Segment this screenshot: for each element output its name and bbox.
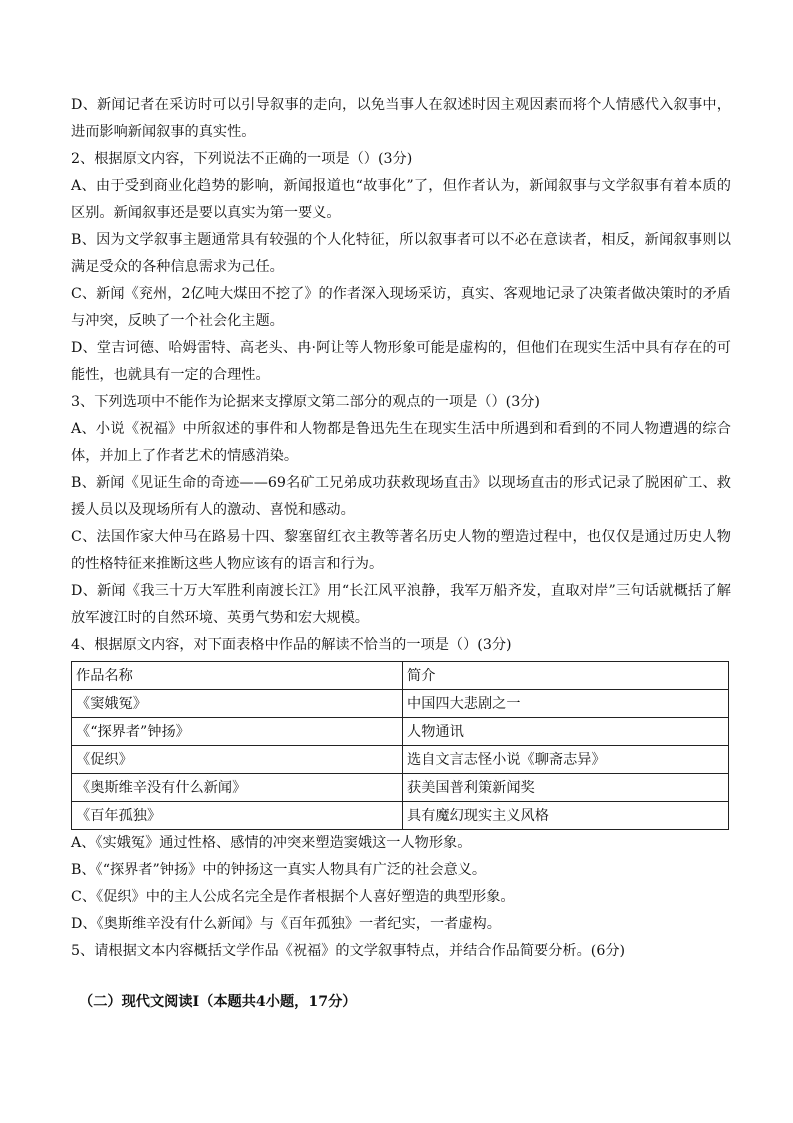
table-header-cell: 作品名称 [72, 662, 403, 690]
table-cell: 《“探界者”钟扬》 [72, 718, 403, 746]
table-cell: 具有魔幻现实主义风格 [403, 802, 729, 830]
q3-option-a: A、小说《祝福》中所叙述的事件和人物都是鲁迅先生在现实生活中所遇到和看到的不同人物遭遇的综合体，并加上了作者艺术的情感消染。 [71, 421, 731, 464]
table-header-row [72, 662, 729, 690]
q2-option-d: D、堂吉诃德、哈姆雷特、高老头、冉·阿让等人物形象可能是虚构的，但他们在现实生活中具有存在的可能性，也就具有一定的合理性。 [71, 340, 731, 383]
q2-option-b: B、因为文学叙事主题通常具有较强的个人化特征，所以叙事者可以不必在意读者，相反，新闻叙事则以满足受众的各种信息需求为己任。 [71, 232, 731, 275]
q4-option-d: D、《奥斯维辛没有什么新闻》与《百年孤独》一者纪实，一者虚构。 [71, 916, 501, 932]
q4-option-c: C、《促织》中的主人公成名完全是作者根据个人喜好塑造的典型形象。 [71, 889, 515, 905]
table-cell: 《百年孤独》 [72, 802, 403, 830]
q2-stem: 2、根据原文内容，下列说法不正确的一项是（）(3分) [71, 151, 413, 167]
q4-option-a: A、《实娥冤》通过性格、感情的冲突来塑造窦娥这一人物形象。 [71, 835, 472, 851]
q5-stem: 5、请根据文本内容概括文学作品《祝福》的文学叙事特点，并结合作品简要分析。(6分) [71, 943, 626, 959]
q3-option-c: C、法国作家大仲马在路易十四、黎塞留红衣主教等著名历史人物的塑造过程中，也仅仅是通过历史人物的性格特征来推断这些人物应该有的语言和行为。 [71, 529, 731, 572]
table-cell: 获美国普利策新闻奖 [403, 774, 729, 802]
section-title: （二）现代文阅读Ⅰ（本题共4小题，17分） [79, 994, 357, 1010]
table-cell: 选自文言志怪小说《聊斋志异》 [403, 746, 729, 774]
table-cell: 《奥斯维辛没有什么新闻》 [72, 774, 403, 802]
works-table [71, 661, 729, 830]
table-cell: 《促织》 [72, 746, 403, 774]
table-row [72, 690, 729, 718]
table-cell: 中国四大悲剧之一 [403, 690, 729, 718]
table-cell: 《窦娥冤》 [72, 690, 403, 718]
table-cell: 人物通讯 [403, 718, 729, 746]
q3-option-b: B、新闻《见证生命的奇迹——69名矿工兄弟成功获救现场直击》以现场直击的形式记录了脱困矿工、救援人员以及现场所有人的激动、喜悦和感动。 [71, 475, 731, 518]
table-row [72, 718, 729, 746]
q3-stem: 3、下列选项中不能作为论据来支撑原文第二部分的观点的一项是（）(3分) [71, 394, 540, 410]
q4-option-b: B、《“探界者”钟扬》中的钟扬这一真实人物具有广泛的社会意义。 [71, 862, 487, 878]
q4-stem: 4、根据原文内容，对下面表格中作品的解读不恰当的一项是（）(3分) [71, 637, 512, 653]
table-row [72, 774, 729, 802]
q3-option-d: D、新闻《我三十万大军胜利南渡长江》用“长江风平浪静，我军万船齐发，直取对岸”三句话就概括了解放军渡江时的自然环境、英勇气势和宏大规模。 [71, 583, 731, 626]
q1-option-d: D、新闻记者在采访时可以引导叙事的走向，以免当事人在叙述时因主观因素而将个人情感代入叙事中，进而影响新闻叙事的真实性。 [71, 97, 731, 140]
q2-option-c: C、新闻《兖州，2亿吨大煤田不挖了》的作者深入现场采访，真实、客观地记录了决策者做决策时的矛盾与冲突，反映了一个社会化主题。 [71, 286, 731, 329]
document-page [71, 92, 731, 1016]
table-header-cell: 简介 [403, 662, 729, 690]
table-row [72, 746, 729, 774]
q2-option-a: A、由于受到商业化趋势的影响，新闻报道也“故事化”了，但作者认为，新闻叙事与文学叙事有着本质的区别。新闻叙事还是要以真实为第一要义。 [71, 178, 731, 221]
table-row [72, 802, 729, 830]
